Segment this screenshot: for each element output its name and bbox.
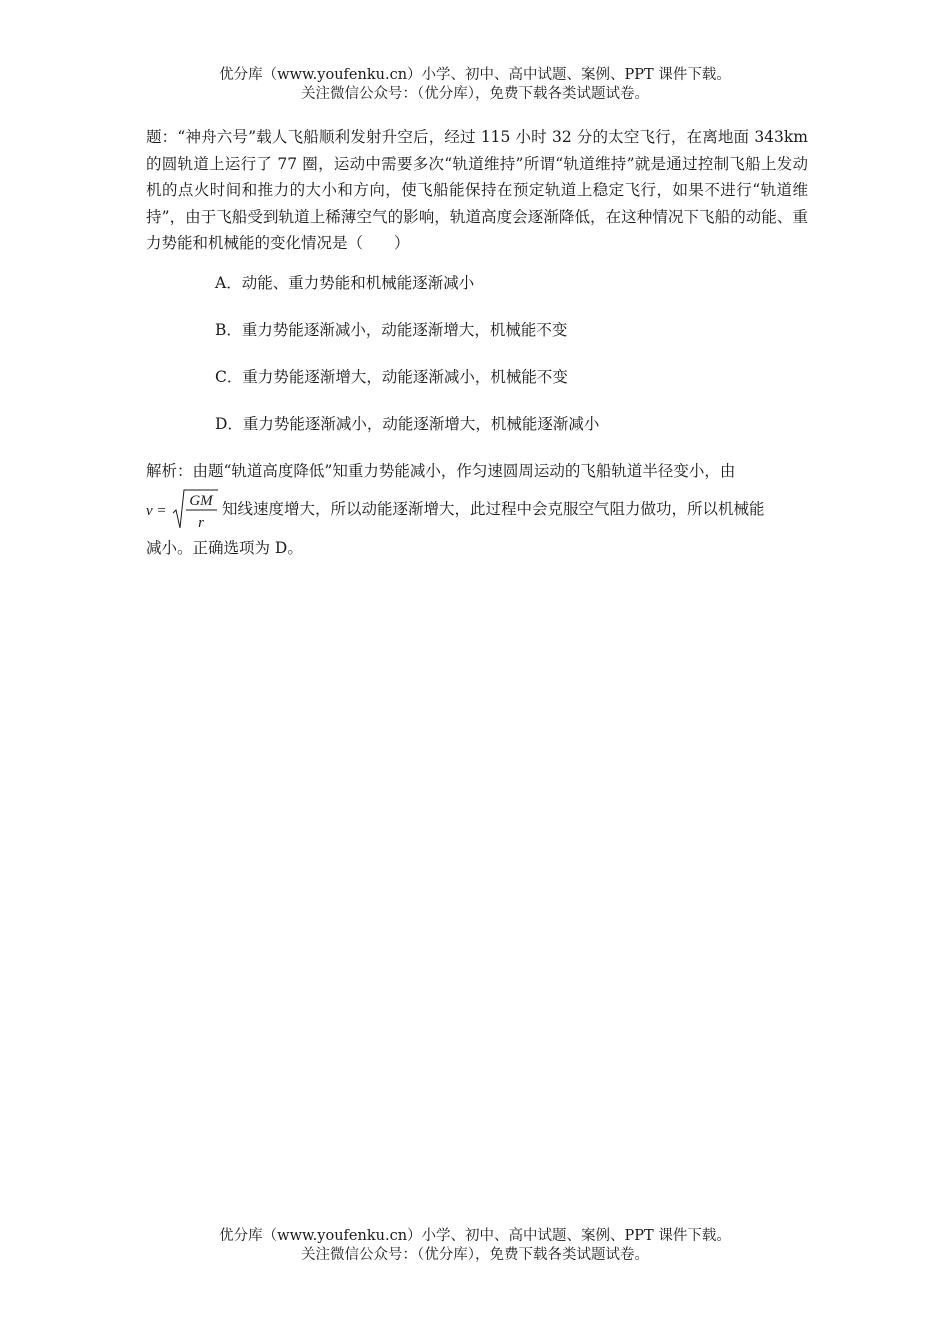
option-c: C．重力势能逐渐增大，动能逐渐减小，机械能不变 — [215, 368, 568, 386]
footer-line-2: 关注微信公众号：（优分库），免费下载各类试题试卷。 — [301, 1247, 649, 1263]
velocity-formula — [146, 486, 220, 532]
option-d: D．重力势能逐渐减小，动能逐渐增大，机械能逐渐减小 — [215, 415, 600, 433]
page-footer — [0, 1227, 950, 1265]
page-header — [0, 66, 950, 104]
header-line-2: 关注微信公众号：（优分库），免费下载各类试题试卷。 — [301, 86, 649, 102]
solution-line-1: 解析：由题“轨道高度降低”知重力势能减小，作匀速圆周运动的飞船轨道半径变小，由 — [146, 462, 736, 480]
solution-line-2 — [146, 486, 808, 532]
solution-line-2-text: 知线速度增大，所以动能逐渐增大，此过程中会克服空气阻力做功，所以机械能 — [222, 500, 765, 518]
footer-line-1: 优分库（www.youfenku.cn）小学、初中、高中试题、案例、PPT 课件下载。 — [219, 1228, 731, 1244]
formula-denominator: r — [198, 515, 204, 531]
option-a: A．动能、重力势能和机械能逐渐减小 — [215, 274, 475, 292]
formula-lhs: v = — [146, 503, 167, 519]
option-b: B．重力势能逐渐减小，动能逐渐增大，机械能不变 — [215, 321, 568, 339]
header-line-1: 优分库（www.youfenku.cn）小学、初中、高中试题、案例、PPT 课件下载。 — [219, 67, 731, 83]
solution-line-3: 减小。正确选项为 D。 — [146, 539, 303, 557]
question-text: 题：“神舟六号”载人飞船顺利发射升空后，经过 115 小时 32 分的太空飞行，在离地面 343km 的圆轨道上运行了 77 圈，运动中需要多次“轨道维持”所谓“轨道维持”就是通过控制飞船上发动机的点火时间和推力的大小和方向，使飞船能保持在预定轨道上稳定飞行，如果不进行“轨道维持”，由于飞船受到轨道上稀薄空气的影响，轨道高度会逐渐降低，在这种情况下飞船的动能、重力势能和机械能的变化情况是（ ） — [146, 128, 808, 252]
formula-numerator: GM — [189, 493, 213, 509]
